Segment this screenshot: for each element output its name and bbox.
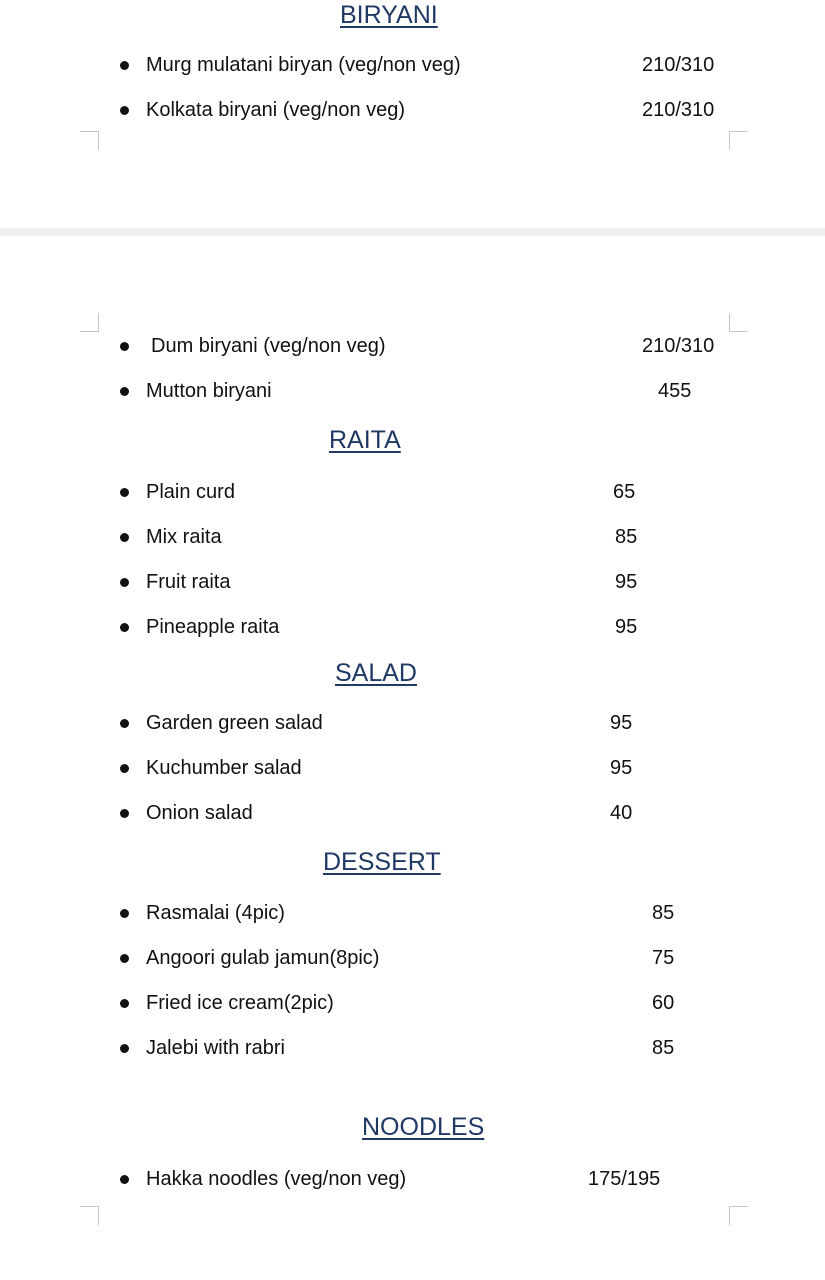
menu-item-price: 210/310 — [642, 54, 715, 76]
bullet — [120, 1175, 129, 1184]
section-heading-dessert: DESSERT — [323, 848, 441, 876]
menu-item-price: 75 — [652, 947, 675, 969]
menu-item-name: Hakka noodles (veg/non veg) — [146, 1168, 407, 1190]
menu-item-price: 40 — [610, 802, 633, 824]
menu-item-name: Murg mulatani biryan (veg/non veg) — [146, 54, 461, 76]
bullet — [120, 533, 129, 542]
menu-item-name: Rasmalai (4pic) — [146, 902, 285, 924]
menu-item-name: Kuchumber salad — [146, 757, 302, 779]
corner-mark — [729, 131, 748, 150]
menu-item-name: Mutton biryani — [146, 380, 272, 402]
bullet — [120, 909, 129, 918]
corner-mark — [80, 1206, 99, 1225]
section-heading-noodles: NOODLES — [362, 1113, 485, 1141]
menu-item-name: Dum biryani (veg/non veg) — [151, 335, 386, 357]
menu-item-price: 210/310 — [642, 99, 715, 121]
menu-item-name: Plain curd — [146, 481, 235, 503]
bullet — [120, 954, 129, 963]
corner-mark — [80, 131, 99, 150]
bullet — [120, 488, 129, 497]
menu-item-price: 95 — [615, 616, 638, 638]
page-break — [0, 228, 825, 236]
section-heading-salad: SALAD — [335, 659, 417, 687]
corner-mark — [729, 313, 748, 332]
section-heading-biryani: BIRYANI — [340, 1, 438, 29]
menu-item-name: Pineapple raita — [146, 616, 280, 638]
menu-item-price: 95 — [610, 712, 633, 734]
bullet — [120, 1044, 129, 1053]
bullet — [120, 623, 129, 632]
menu-item-price: 60 — [652, 992, 675, 1014]
menu-item-name: Fried ice cream(2pic) — [146, 992, 334, 1014]
menu-item-name: Angoori gulab jamun(8pic) — [146, 947, 380, 969]
menu-item-name: Fruit raita — [146, 571, 231, 593]
menu-item-price: 210/310 — [642, 335, 715, 357]
menu-item-price: 95 — [610, 757, 633, 779]
corner-mark — [80, 313, 99, 332]
menu-item-price: 65 — [613, 481, 636, 503]
section-heading-raita: RAITA — [329, 426, 401, 454]
menu-item-price: 85 — [615, 526, 638, 548]
menu-item-price: 85 — [652, 902, 675, 924]
menu-item-price: 85 — [652, 1037, 675, 1059]
menu-item-name: Mix raita — [146, 526, 222, 548]
menu-item-price: 175/195 — [588, 1168, 661, 1190]
menu-item-name: Onion salad — [146, 802, 253, 824]
bullet — [120, 719, 129, 728]
menu-item-price: 95 — [615, 571, 638, 593]
menu-item-name: Jalebi with rabri — [146, 1037, 285, 1059]
menu-item-price: 455 — [658, 380, 692, 402]
bullet — [120, 578, 129, 587]
bullet — [120, 809, 129, 818]
menu-item-name: Garden green salad — [146, 712, 323, 734]
bullet — [120, 387, 129, 396]
menu-item-name: Kolkata biryani (veg/non veg) — [146, 99, 406, 121]
corner-mark — [729, 1206, 748, 1225]
bullet — [120, 342, 129, 351]
bullet — [120, 764, 129, 773]
bullet — [120, 999, 129, 1008]
bullet — [120, 61, 129, 70]
bullet — [120, 106, 129, 115]
